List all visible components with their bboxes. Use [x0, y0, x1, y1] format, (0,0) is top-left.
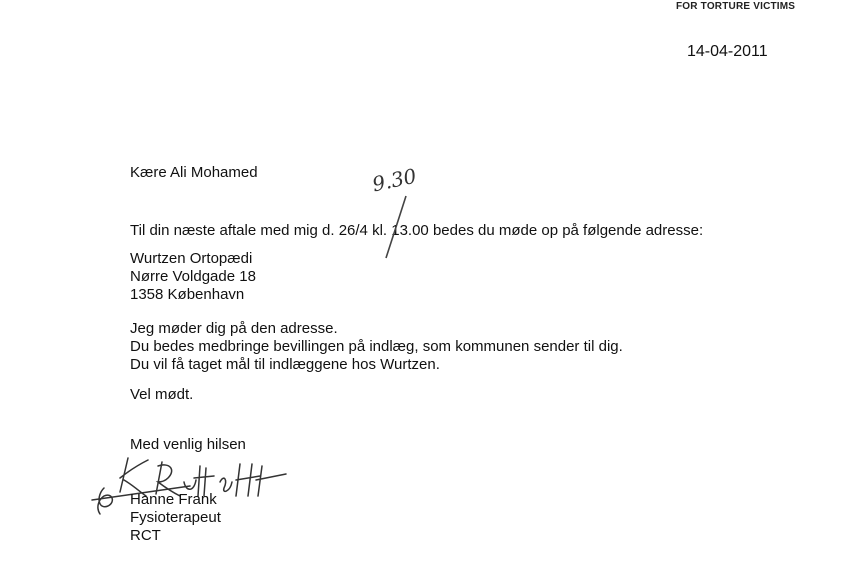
signer-organization: RCT	[130, 527, 161, 544]
address-line-3: 1358 København	[130, 286, 245, 303]
address-line-1: Wurtzen Ortopædi	[130, 250, 253, 267]
body-line-1: Jeg møder dig på den adresse.	[130, 320, 338, 337]
organization-name: FOR TORTURE VICTIMS	[676, 1, 796, 12]
body-line-2: Du bedes medbringe bevillingen på indlæg, som kommunen sender til dig.	[130, 338, 623, 355]
appointment-text-after: bedes du møde op på følgende adresse:	[428, 222, 704, 239]
body-line-3: Du vil få taget mål til indlæggene hos Wurtzen.	[130, 356, 440, 373]
appointment-text-before: Til din næste aftale med mig d. 26/4 kl.	[130, 222, 392, 239]
signer-name: Hanne Frank	[130, 491, 217, 508]
letter-date: 14-04-2011	[687, 43, 768, 60]
handwritten-time-correction: 9.30	[369, 163, 419, 197]
appointment-line	[130, 222, 703, 240]
closing-wish: Vel mødt.	[130, 386, 194, 403]
struck-time: 13.00	[391, 222, 429, 239]
greeting: Kære Ali Mohamed	[130, 164, 258, 181]
signer-title: Fysioterapeut	[130, 509, 221, 526]
address-line-2: Nørre Voldgade 18	[130, 268, 256, 285]
closing: Med venlig hilsen	[130, 436, 246, 453]
